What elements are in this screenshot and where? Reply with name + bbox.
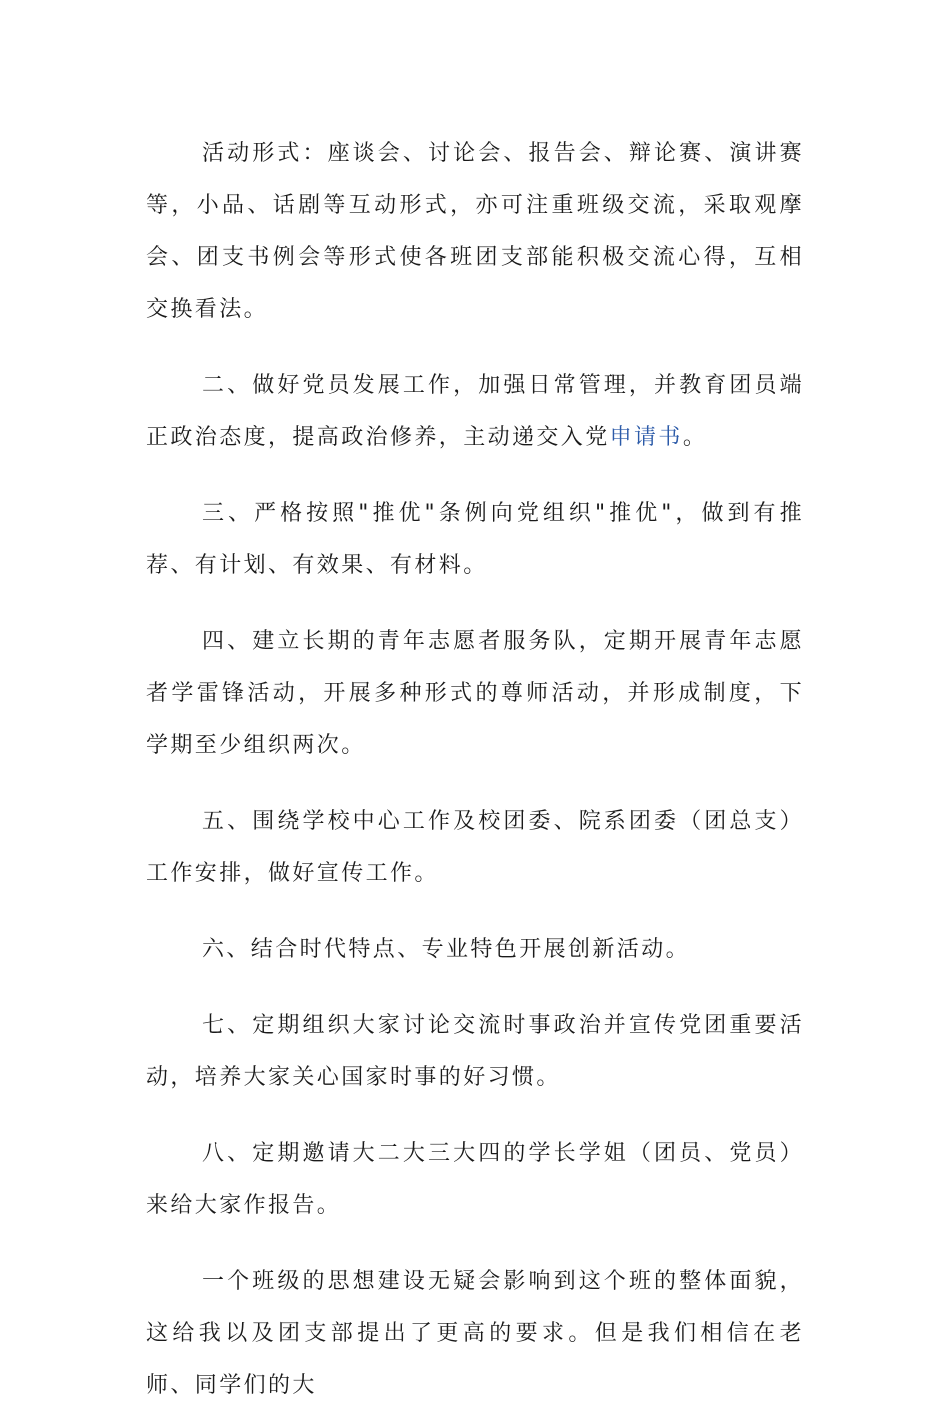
paragraph-recommendation: 三、严格按照"推优"条例向党组织"推优"，做到有推荐、有计划、有效果、有材料。 [146, 501, 804, 578]
paragraph-party-development [146, 360, 804, 464]
paragraph-party-development-end: 。 [682, 425, 708, 450]
paragraph-current-affairs: 七、定期组织大家讨论交流时事政治并宣传党团重要活动，培养大家关心国家时事的好习惯。 [146, 1013, 804, 1090]
paragraph-activity-forms: 活动形式：座谈会、讨论会、报告会、辩论赛、演讲赛等，小品、话剧等互动形式，亦可注重班级交流，采取观摩会、团支书例会等形式使各班团支部能积极交流心得，互相交换看法。 [146, 141, 804, 322]
paragraph-school-work: 五、围绕学校中心工作及校团委、院系团委（团总支）工作安排，做好宣传工作。 [146, 809, 804, 886]
paragraph-class-ideology: 一个班级的思想建设无疑会影响到这个班的整体面貌，这给我以及团支部提出了更高的要求。但是我们相信在老师、同学们的大 [146, 1269, 804, 1398]
paragraph-innovation: 六、结合时代特点、专业特色开展创新活动。 [202, 937, 691, 962]
paragraph-party-development-text: 二、做好党员发展工作，加强日常管理，并教育团员端正政治态度，提高政治修养，主动递交入党 [146, 373, 804, 450]
paragraph-senior-reports: 八、定期邀请大二大三大四的学长学姐（团员、党员）来给大家作报告。 [146, 1141, 804, 1218]
paragraph-volunteer-team: 四、建立长期的青年志愿者服务队，定期开展青年志愿者学雷锋活动，开展多种形式的尊师活动，并形成制度，下学期至少组织两次。 [146, 629, 804, 758]
application-letter-link[interactable]: 申请书 [609, 425, 683, 450]
